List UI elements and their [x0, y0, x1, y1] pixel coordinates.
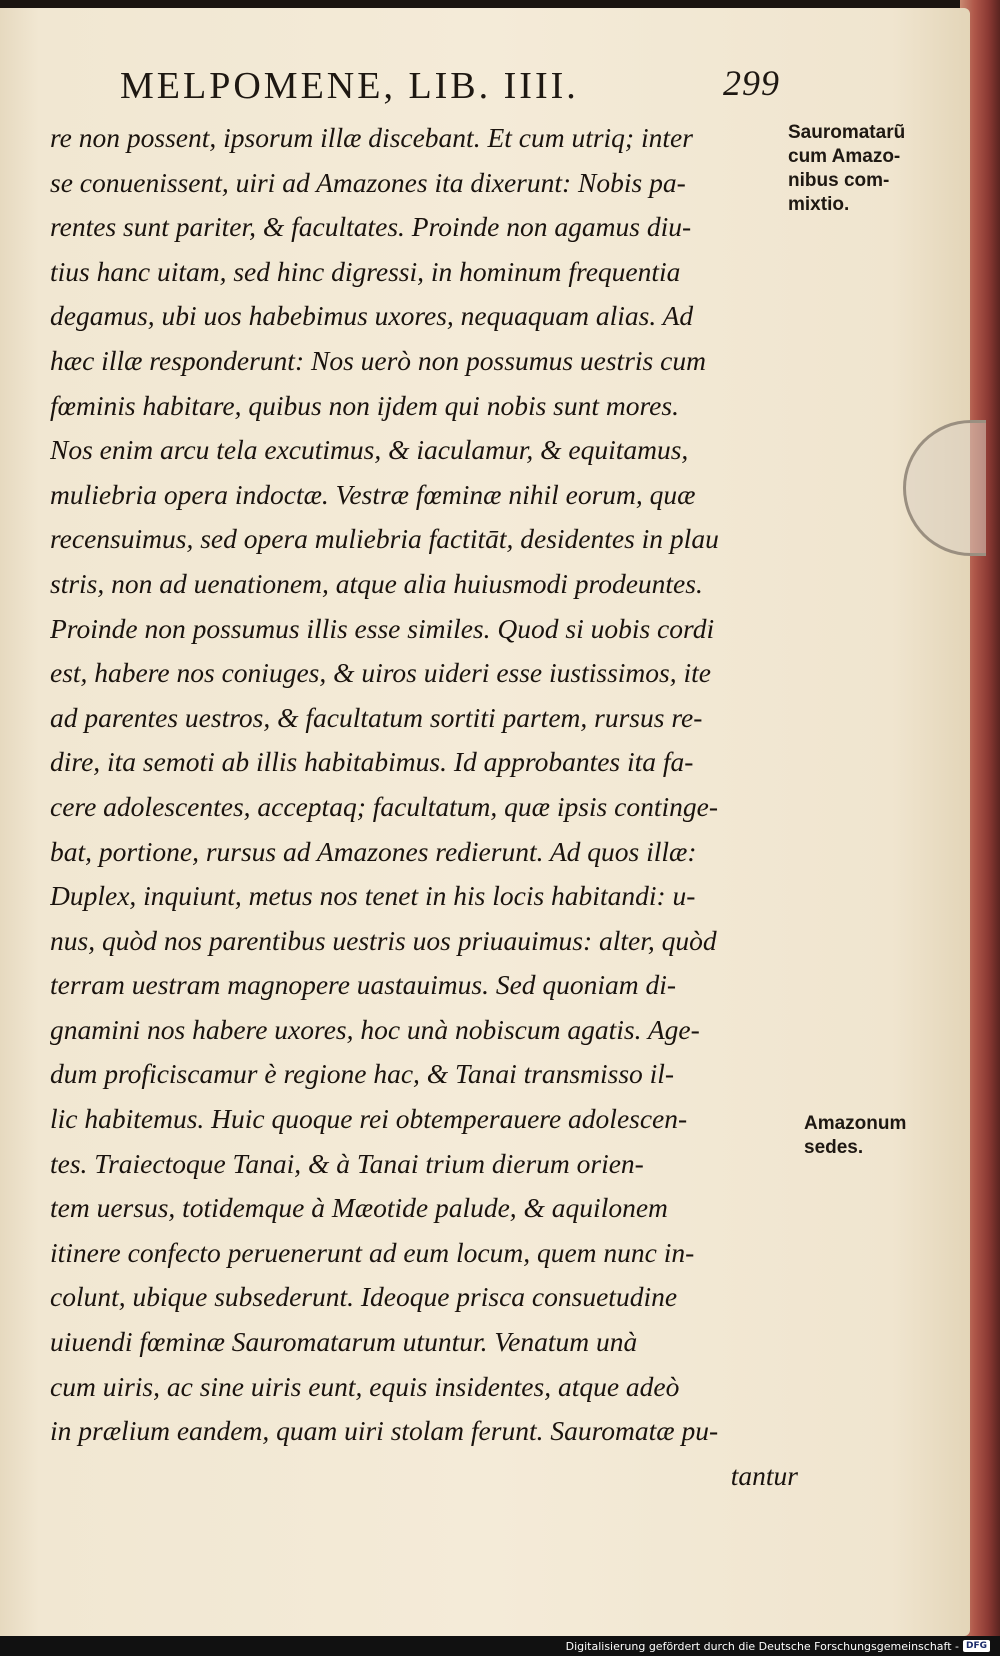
text-line: bat, portione, rursus ad Amazones redierunt. Ad quos illæ:	[50, 835, 697, 867]
text-line: Duplex, inquiunt, metus nos tenet in his locis habitandi: u-	[50, 880, 696, 912]
footer-credit-text: Digitalisierung gefördert durch die Deutsche Forschungsgemeinschaft -	[565, 1639, 959, 1653]
text-line: colunt, ubique subsederunt. Ideoque prisca consuetudine	[50, 1281, 678, 1313]
margin-note-line: cum Amazo-	[788, 146, 901, 167]
text-line: stris, non ad uenationem, atque alia huiusmodi prodeuntes.	[50, 567, 703, 599]
text-line: se conuenissent, uiri ad Amazones ita dixerunt: Nobis pa-	[50, 166, 686, 198]
text-line: dire, ita semoti ab illis habitabimus. Id approbantes ita fa-	[50, 746, 694, 778]
text-line: Nos enim arcu tela excutimus, & iaculamur, & equitamus,	[50, 434, 689, 466]
text-line: cum uiris, ac sine uiris eunt, equis insidentes, atque adeò	[50, 1370, 680, 1402]
text-line: recensuimus, sed opera muliebria factitāt, desidentes in plau	[50, 523, 719, 555]
body-text	[50, 116, 800, 1498]
text-line: cere adolescentes, acceptaq; facultatum, quæ ipsis continge-	[50, 790, 718, 822]
margin-note-line: mixtio.	[788, 194, 850, 215]
margin-note-line: sedes.	[804, 1137, 864, 1158]
running-head-title: MELPOMENE, LIB. IIII.	[120, 65, 579, 107]
text-line: fœminis habitare, quibus non ijdem qui nobis sunt mores.	[50, 389, 679, 421]
text-line: itinere confecto peruenerunt ad eum locum, quem nunc in-	[50, 1236, 695, 1268]
page-number: 299	[723, 63, 780, 103]
margin-note-line: Amazonum	[804, 1113, 907, 1134]
text-line: ad parentes uestros, & facultatum sortiti partem, rursus re-	[50, 701, 703, 733]
text-line: degamus, ubi uos habebimus uxores, nequaquam alias. Ad	[50, 300, 694, 332]
footer-credit	[566, 1638, 990, 1654]
margin-note-line: Sauromatarũ	[788, 122, 906, 143]
margin-note-sauromatae	[788, 121, 905, 217]
text-line: est, habere nos coniuges, & uiros uideri esse iustissimos, ite	[50, 657, 711, 689]
margin-note-amazonum-sedes	[804, 1112, 906, 1160]
text-line: in prælium eandem, quam uiri stolam ferunt. Sauromatæ pu-	[50, 1415, 719, 1447]
text-line: dum proficiscamur è regione hac, & Tanai transmisso il-	[50, 1058, 675, 1090]
text-line: muliebria opera indoctæ. Vestræ fœminæ nihil eorum, quæ	[50, 478, 696, 510]
text-line: nus, quòd nos parentibus uestris uos priuauimus: alter, quòd	[50, 924, 717, 956]
text-line: re non possent, ipsorum illæ discebant. Et cum utriq; inter	[50, 122, 693, 153]
book-page	[0, 8, 970, 1636]
text-line: rentes sunt pariter, & facultates. Proinde non agamus diu-	[50, 211, 692, 243]
text-line: hæc illæ responderunt: Nos uerò non possumus uestris cum	[50, 344, 706, 376]
text-line: uiuendi fœminæ Sauromatarum utuntur. Venatum unà	[50, 1326, 638, 1358]
catchword: tantur	[730, 1459, 798, 1491]
text-line: tem uersus, totidemque à Mæotide palude, & aquilonem	[50, 1192, 668, 1224]
margin-note-line: nibus com-	[788, 170, 890, 191]
text-line: gnamini nos habere uxores, hoc unà nobiscum agatis. Age-	[50, 1013, 700, 1045]
text-line: Proinde non possumus illis esse similes. Quod si uobis cordi	[50, 612, 715, 644]
text-line: tes. Traiectoque Tanai, & à Tanai trium dierum orien-	[50, 1147, 644, 1179]
text-line: tius hanc uitam, sed hinc digressi, in hominum frequentia	[50, 255, 681, 287]
running-head	[120, 64, 780, 108]
text-line: terram uestram magnopere uastauimus. Sed quoniam di-	[50, 969, 677, 1001]
dfg-logo-icon: DFG	[963, 1640, 990, 1652]
text-line: lic habitemus. Huic quoque rei obtemperauere adolescen-	[50, 1103, 688, 1135]
